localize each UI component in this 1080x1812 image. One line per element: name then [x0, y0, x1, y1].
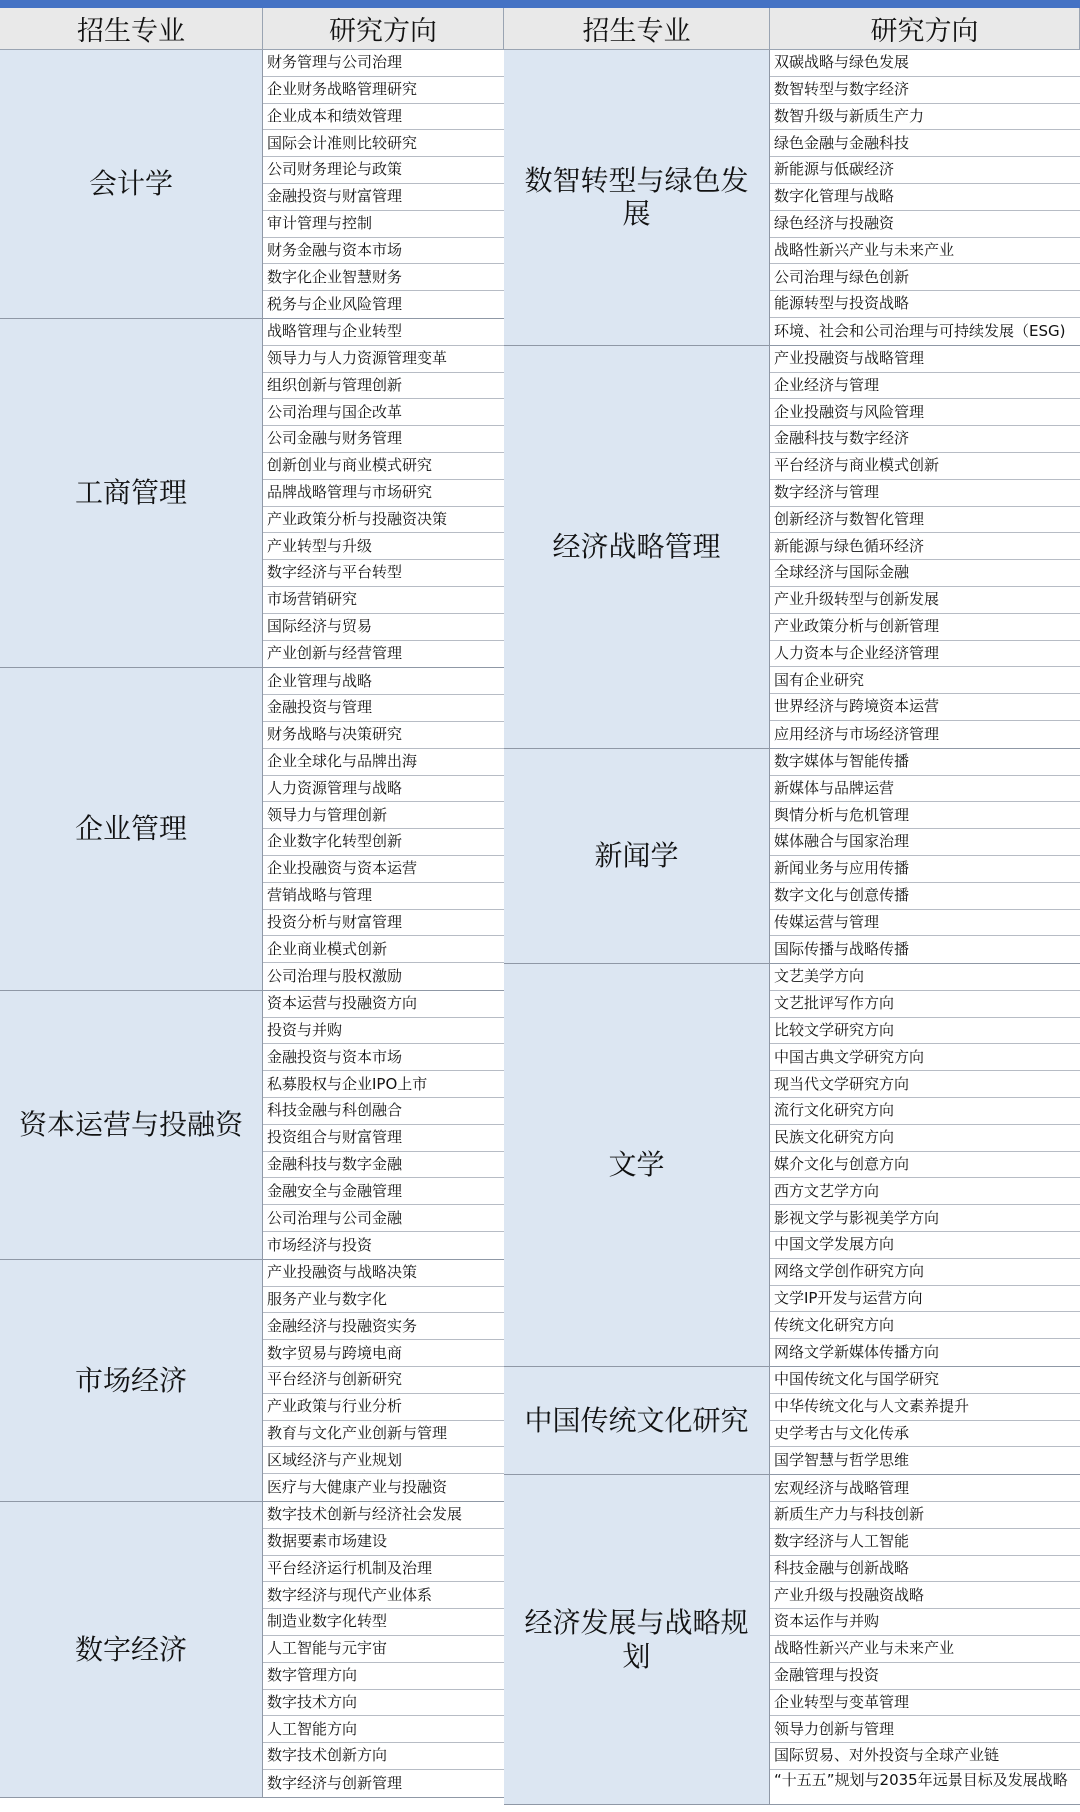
major-group	[0, 319, 504, 668]
right-table-half	[504, 8, 1080, 1805]
direction-item: 创新创业与商业模式研究	[263, 453, 504, 480]
direction-item: 营销战略与管理	[263, 883, 504, 910]
direction-item: 数字经济与创新管理	[267, 1773, 403, 1792]
direction-item: 国际传播与战略传播	[774, 940, 910, 959]
major-cell: 文学	[504, 964, 770, 1366]
direction-item: 人力资本与企业经济管理	[770, 641, 1080, 668]
direction-item: 媒体融合与国家治理	[770, 829, 1080, 856]
direction-list	[770, 50, 1080, 345]
direction-item: 产业升级与投融资战略	[770, 1582, 1080, 1609]
direction-item: 品牌战略管理与市场研究	[263, 480, 504, 507]
major-cell: 经济战略管理	[504, 346, 770, 748]
direction-list	[770, 346, 1080, 748]
direction-item: 数字化管理与战略	[770, 184, 1080, 211]
direction-item: 企业转型与变革管理	[770, 1690, 1080, 1717]
direction-item: 市场营销研究	[263, 587, 504, 614]
direction-item: 国际贸易、对外投资与全球产业链	[770, 1743, 1080, 1770]
major-cell: 经济发展与战略规划	[504, 1475, 770, 1804]
direction-item: 企业商业模式创新	[263, 936, 504, 963]
direction-item: 产业创新与经营管理	[267, 644, 403, 663]
direction-item: 新能源与低碳经济	[770, 157, 1080, 184]
direction-item: 宏观经济与战略管理	[770, 1475, 1080, 1502]
major-cell: 数智转型与绿色发展	[504, 50, 770, 345]
direction-item: 国有企业研究	[770, 667, 1080, 694]
header-direction-right: 研究方向	[770, 8, 1080, 49]
direction-item: 民族文化研究方向	[770, 1125, 1080, 1152]
direction-item: 产业政策分析与创新管理	[770, 614, 1080, 641]
direction-item: 绿色经济与投融资	[770, 211, 1080, 238]
direction-list	[263, 1502, 504, 1797]
direction-item: 科技金融与科创融合	[263, 1098, 504, 1125]
direction-item: 创新经济与数智化管理	[770, 507, 1080, 534]
right-header-row	[504, 8, 1080, 50]
direction-item: 数字管理方向	[263, 1663, 504, 1690]
direction-item: 财务战略与决策研究	[263, 722, 504, 749]
direction-item: 产业投融资与战略决策	[263, 1260, 504, 1287]
major-group	[504, 1475, 1080, 1805]
direction-item: 资本运营与投融资方向	[263, 991, 504, 1018]
direction-item: 企业管理与战略	[263, 668, 504, 695]
direction-item: 新媒体与品牌运营	[770, 776, 1080, 803]
direction-item: 市场经济与投资	[267, 1235, 373, 1254]
direction-item: 财务金融与资本市场	[263, 238, 504, 265]
direction-item: 数字技术创新方向	[263, 1743, 504, 1770]
direction-item: 数字经济与平台转型	[263, 560, 504, 587]
direction-list	[263, 668, 504, 990]
direction-item: 企业投融资与资本运营	[263, 856, 504, 883]
direction-item: 中国文学发展方向	[770, 1232, 1080, 1259]
direction-item: 产业政策与行业分析	[263, 1394, 504, 1421]
direction-item: 数字媒体与智能传播	[770, 749, 1080, 776]
direction-item: 传统文化研究方向	[770, 1312, 1080, 1339]
header-major-right: 招生专业	[504, 8, 770, 49]
direction-item: 国际经济与贸易	[263, 614, 504, 641]
major-group	[0, 991, 504, 1260]
direction-item: 文艺美学方向	[770, 964, 1080, 991]
left-table-body	[0, 50, 504, 1798]
direction-item: 舆情分析与危机管理	[770, 802, 1080, 829]
major-group	[504, 346, 1080, 749]
direction-item: 投资组合与财富管理	[263, 1125, 504, 1152]
major-group	[504, 1367, 1080, 1475]
left-table-half	[0, 8, 504, 1798]
direction-item: 金融投资与资本市场	[263, 1044, 504, 1071]
direction-item: 金融科技与数字经济	[770, 426, 1080, 453]
direction-item: 影视文学与影视美学方向	[770, 1205, 1080, 1232]
major-cell: 数字经济	[0, 1502, 263, 1797]
direction-item: 公司财务理论与政策	[263, 157, 504, 184]
direction-item: 投资分析与财富管理	[263, 910, 504, 937]
direction-item: 公司治理与股权激励	[267, 966, 403, 985]
direction-item: 新闻业务与应用传播	[770, 856, 1080, 883]
direction-item: 数字化企业智慧财务	[263, 264, 504, 291]
direction-item: 企业投融资与风险管理	[770, 399, 1080, 426]
direction-item: 制造业数字化转型	[263, 1609, 504, 1636]
direction-item: 金融经济与投融资实务	[263, 1313, 504, 1340]
direction-item: 数智转型与数字经济	[770, 77, 1080, 104]
direction-list	[263, 991, 504, 1259]
direction-item: 文艺批评写作方向	[770, 991, 1080, 1018]
direction-item: 人工智能方向	[263, 1716, 504, 1743]
direction-item: 投资与并购	[263, 1018, 504, 1045]
direction-item: 公司金融与财务管理	[263, 426, 504, 453]
direction-item: 数字贸易与跨境电商	[263, 1340, 504, 1367]
major-cell: 会计学	[0, 50, 263, 318]
direction-item: 国学智慧与哲学思维	[774, 1451, 910, 1470]
major-group	[504, 964, 1080, 1367]
direction-list	[770, 964, 1080, 1366]
major-group	[504, 749, 1080, 964]
direction-item: 产业投融资与战略管理	[770, 346, 1080, 373]
direction-item: 数据要素市场建设	[263, 1529, 504, 1556]
direction-item: 数字技术创新与经济社会发展	[263, 1502, 504, 1529]
direction-item: 税务与企业风险管理	[267, 294, 403, 313]
direction-item: 战略性新兴产业与未来产业	[770, 238, 1080, 265]
direction-item: 公司治理与国企改革	[263, 399, 504, 426]
direction-item: 能源转型与投资战略	[770, 291, 1080, 318]
direction-item: 服务产业与数字化	[263, 1287, 504, 1314]
direction-item: 金融管理与投资	[770, 1663, 1080, 1690]
direction-item: 数字经济与人工智能	[770, 1529, 1080, 1556]
direction-item: 现当代文学研究方向	[770, 1071, 1080, 1098]
direction-item: 数字技术方向	[263, 1690, 504, 1717]
direction-item: 战略性新兴产业与未来产业	[770, 1636, 1080, 1663]
major-cell: 工商管理	[0, 319, 263, 667]
top-accent-bar	[0, 0, 1080, 8]
direction-item: 公司治理与公司金融	[263, 1205, 504, 1232]
direction-item: 金融科技与数字金融	[263, 1152, 504, 1179]
direction-item: 中国传统文化与国学研究	[770, 1367, 1080, 1394]
direction-list	[263, 50, 504, 318]
direction-item: 领导力与管理创新	[263, 802, 504, 829]
direction-item: 新质生产力与科技创新	[770, 1502, 1080, 1529]
direction-item: 平台经济与商业模式创新	[770, 453, 1080, 480]
direction-item: 金融投资与财富管理	[263, 184, 504, 211]
direction-item: 世界经济与跨境资本运营	[770, 694, 1080, 721]
direction-item: 平台经济与创新研究	[263, 1367, 504, 1394]
direction-item: 组织创新与管理创新	[263, 373, 504, 400]
direction-item: 产业升级转型与创新发展	[770, 587, 1080, 614]
direction-list	[263, 1260, 504, 1501]
program-table	[0, 8, 1080, 1812]
direction-item: 绿色金融与金融科技	[770, 130, 1080, 157]
direction-item: 中华传统文化与人文素养提升	[770, 1394, 1080, 1421]
left-header-row	[0, 8, 504, 50]
direction-item: 西方文艺学方向	[770, 1178, 1080, 1205]
direction-item: 企业数字化转型创新	[263, 829, 504, 856]
direction-item: 网络文学新媒体传播方向	[774, 1343, 940, 1362]
direction-item: 企业经济与管理	[770, 373, 1080, 400]
direction-item: 人力资源管理与战略	[263, 776, 504, 803]
major-cell: 新闻学	[504, 749, 770, 963]
major-cell: 中国传统文化研究	[504, 1367, 770, 1474]
direction-item: “十五五”规划与2035年远景目标及发展战略	[774, 1771, 1068, 1789]
direction-item: 平台经济运行机制及治理	[263, 1556, 504, 1583]
direction-item: 私募股权与企业IPO上市	[263, 1071, 504, 1098]
direction-item: 全球经济与国际金融	[770, 560, 1080, 587]
direction-item: 史学考古与文化传承	[770, 1421, 1080, 1448]
major-group	[504, 50, 1080, 346]
direction-list	[770, 1367, 1080, 1474]
direction-item: 医疗与大健康产业与投融资	[267, 1478, 448, 1496]
direction-item: 公司治理与绿色创新	[770, 264, 1080, 291]
major-group	[0, 1502, 504, 1798]
major-group	[0, 1260, 504, 1502]
major-group	[0, 668, 504, 991]
direction-item: 科技金融与创新战略	[770, 1556, 1080, 1583]
direction-item: 数字文化与创意传播	[770, 883, 1080, 910]
direction-item: 流行文化研究方向	[770, 1098, 1080, 1125]
direction-item: 数字经济与现代产业体系	[263, 1582, 504, 1609]
direction-item: 企业成本和绩效管理	[263, 104, 504, 131]
major-cell: 资本运营与投融资	[0, 991, 263, 1259]
header-direction-left: 研究方向	[263, 8, 504, 49]
direction-item: 金融投资与管理	[263, 695, 504, 722]
direction-item: 数字经济与管理	[770, 480, 1080, 507]
direction-item: 产业转型与升级	[263, 533, 504, 560]
direction-item: 金融安全与金融管理	[263, 1178, 504, 1205]
direction-item: 传媒运营与管理	[770, 910, 1080, 937]
right-table-body	[504, 50, 1080, 1805]
direction-item: 网络文学创作研究方向	[770, 1259, 1080, 1286]
direction-item: 新能源与绿色循环经济	[770, 533, 1080, 560]
direction-list	[770, 749, 1080, 963]
direction-item: 应用经济与市场经济管理	[774, 724, 940, 743]
direction-item: 双碳战略与绿色发展	[770, 50, 1080, 77]
direction-item: 财务管理与公司治理	[263, 50, 504, 77]
direction-item: 审计管理与控制	[263, 211, 504, 238]
direction-item: 领导力创新与管理	[770, 1716, 1080, 1743]
direction-item: 媒介文化与创意方向	[770, 1152, 1080, 1179]
direction-item: 文学IP开发与运营方向	[770, 1286, 1080, 1313]
direction-item: 领导力与人力资源管理变革	[263, 346, 504, 373]
direction-item: 企业财务战略管理研究	[263, 77, 504, 104]
major-cell: 企业管理	[0, 668, 263, 990]
direction-item: 战略管理与企业转型	[263, 319, 504, 346]
direction-item: 环境、社会和公司治理与可持续发展（ESG)	[774, 321, 1066, 340]
direction-list	[770, 1475, 1080, 1804]
header-major-left: 招生专业	[0, 8, 263, 49]
direction-item: 资本运作与并购	[770, 1609, 1080, 1636]
direction-item: 区域经济与产业规划	[263, 1447, 504, 1474]
direction-item: 人工智能与元宇宙	[263, 1636, 504, 1663]
major-cell: 市场经济	[0, 1260, 263, 1501]
direction-item: 产业政策分析与投融资决策	[263, 507, 504, 534]
direction-item: 比较文学研究方向	[770, 1018, 1080, 1045]
direction-item: 教育与文化产业创新与管理	[263, 1421, 504, 1448]
direction-item: 数智升级与新质生产力	[770, 104, 1080, 131]
direction-item: 国际会计准则比较研究	[263, 130, 504, 157]
direction-item: 中国古典文学研究方向	[770, 1044, 1080, 1071]
major-group	[0, 50, 504, 319]
direction-item: 企业全球化与品牌出海	[263, 749, 504, 776]
direction-list	[263, 319, 504, 667]
